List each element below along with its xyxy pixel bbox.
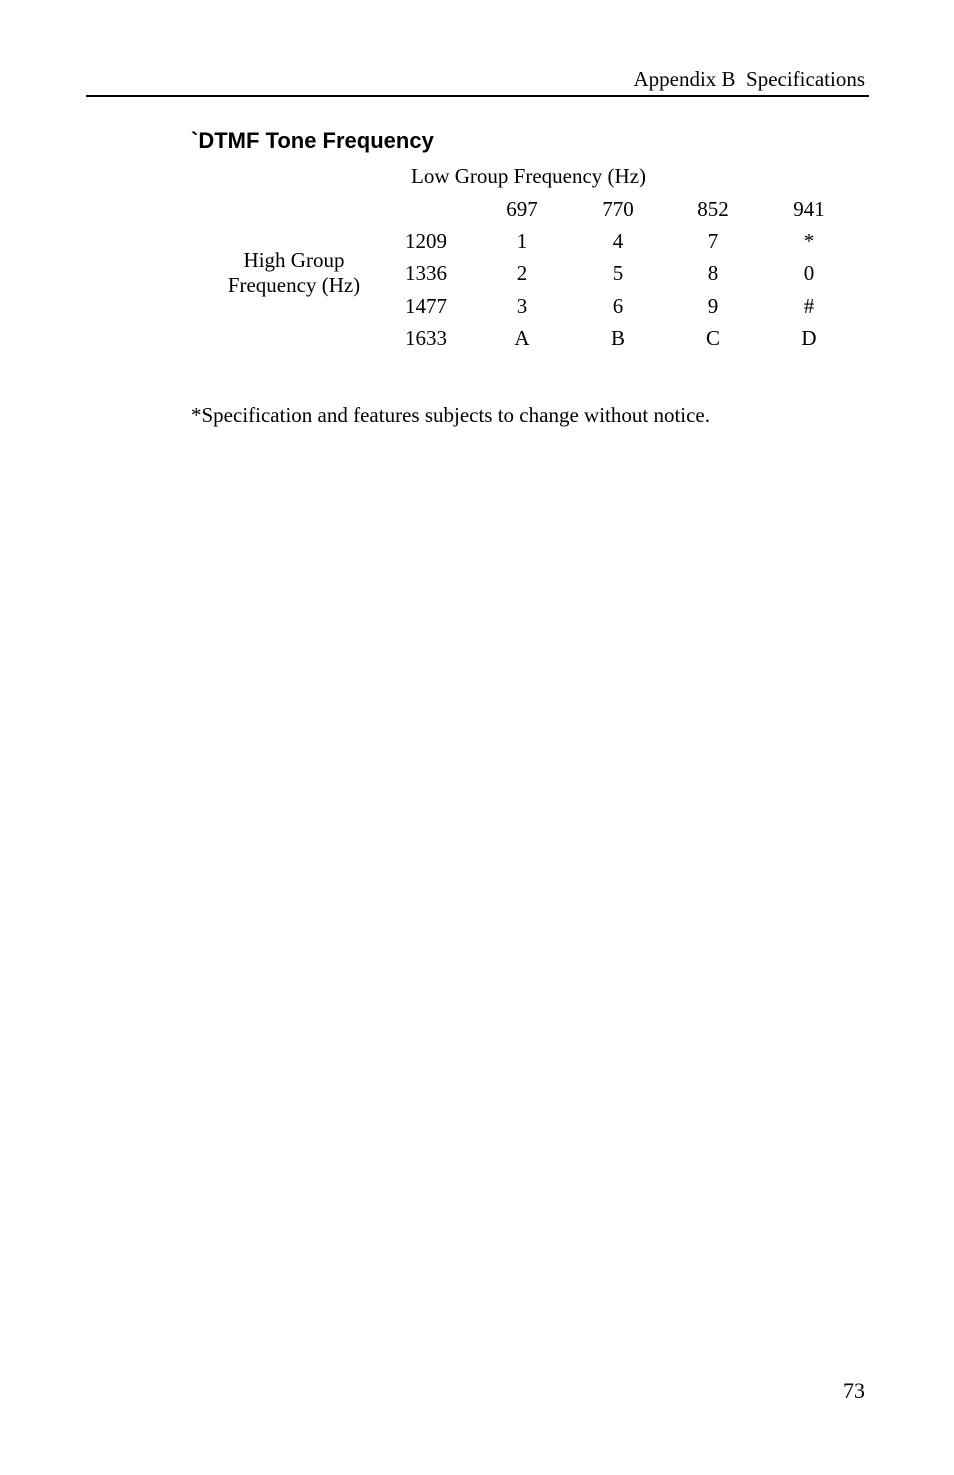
- table-cell: 2: [516, 261, 528, 285]
- table-cell: 5: [612, 261, 624, 285]
- row-header: 1477: [405, 294, 447, 318]
- row-header: 1336: [405, 261, 447, 285]
- table-cell: C: [705, 326, 720, 350]
- section-title: `DTMF Tone Frequency: [191, 128, 434, 153]
- table-cell: A: [514, 326, 530, 350]
- table-cell: 1: [516, 229, 528, 253]
- low-group-label: Low Group Frequency (Hz): [411, 164, 647, 188]
- column-header: 770: [602, 197, 634, 221]
- table-cell: 9: [707, 294, 719, 318]
- row-header: 1209: [405, 229, 447, 253]
- footnote: *Specification and features subjects to change without notice.: [191, 403, 711, 427]
- table-cell: 4: [612, 229, 624, 253]
- table-cell: *: [803, 229, 815, 253]
- table-cell: 3: [516, 294, 528, 318]
- high-group-label: [214, 248, 374, 298]
- table-cell: D: [801, 326, 817, 350]
- table-cell: #: [803, 294, 815, 318]
- table-cell: 7: [707, 229, 719, 253]
- header-rule: [86, 95, 869, 97]
- table-cell: 6: [612, 294, 624, 318]
- table-cell: 0: [803, 261, 815, 285]
- table-cell: B: [610, 326, 625, 350]
- high-group-label-line2: Frequency (Hz): [227, 273, 361, 297]
- high-group-label-line1: High Group: [243, 248, 345, 272]
- column-header: 697: [506, 197, 538, 221]
- table-cell: 8: [707, 261, 719, 285]
- page-number: 73: [843, 1378, 865, 1403]
- column-header: 852: [697, 197, 729, 221]
- column-header: 941: [793, 197, 825, 221]
- running-header: Appendix B Specifications: [633, 67, 865, 91]
- row-header: 1633: [405, 326, 447, 350]
